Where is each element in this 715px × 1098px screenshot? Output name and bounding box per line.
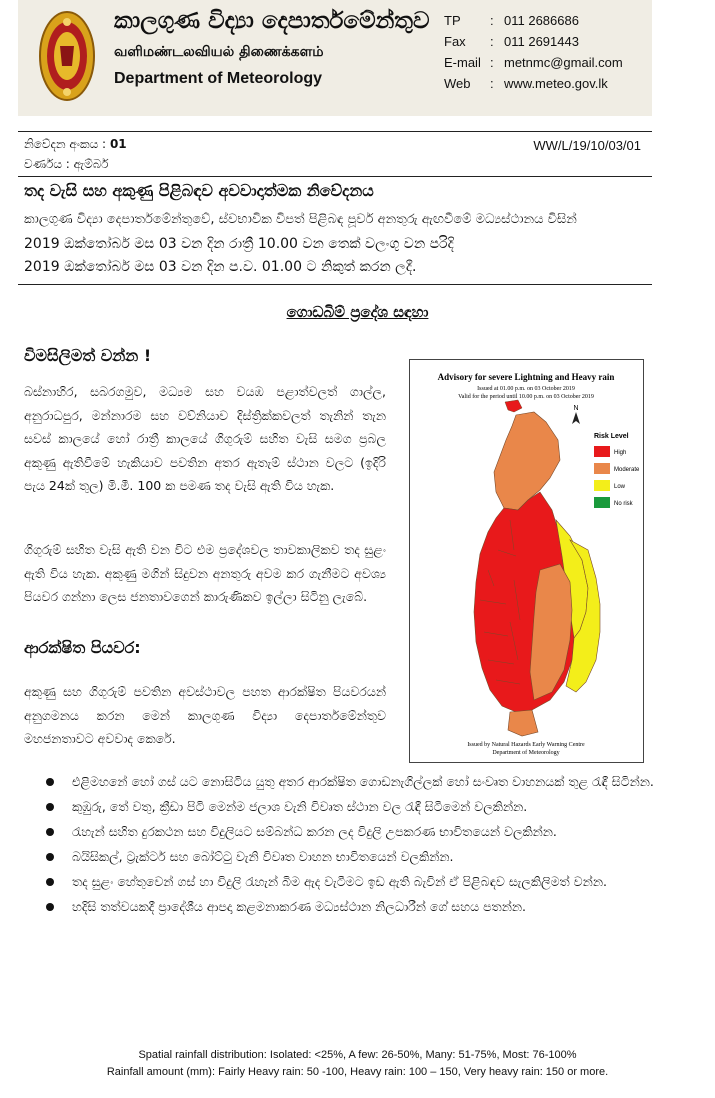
rainfall-distribution-note: Spatial rainfall distribution: Isolated: <25%, A few: 26-50%, Many: 51-75%, Most: 76-100% <box>138 1049 577 1061</box>
email-link[interactable]: metnmc@gmail.com <box>504 55 623 70</box>
legend-swatch-moderate <box>594 463 610 474</box>
sri-lanka-risk-map <box>410 360 643 762</box>
list-item-text: තද සුළං හේතුවෙන් ගස් හා විදුලි රැහැන් බිම ඇද වැටීමට ඉඩ ඇති බැවින් ඒ පිළිබඳව සැලකිලිමත් වන්න. <box>72 874 607 889</box>
contact-separator: : <box>490 34 494 49</box>
list-item <box>46 770 666 793</box>
notice-number <box>24 137 127 152</box>
contact-label: TP <box>444 13 461 28</box>
contact-row-email <box>444 52 623 73</box>
department-name-english: Department of Meteorology <box>114 70 323 87</box>
wind-paragraph: ගිගුරුම් සහිත වැසි ඇති වන විට එම ප්‍රදේශවල තාවකාලිකව තද සුළං ඇති විය හැක. අකුණු මගින් සිදුවන අනතුරු අවම කර ගැනීමට අවශ්‍ය පියවර ගන්නා ලෙස ජනතාවගෙන් කාරුණිකව ඉල්ලා සිටිනු ලැබේ. <box>24 542 386 604</box>
issuer-line: කාලගුණ විද්‍යා දෙපාර්තමේන්තුවේ, ස්වභාවික විපත් පිළිබඳ පූර්ව අනතුරු ඇඟවීමේ මධ්‍යස්ථානය විසින් <box>24 212 577 227</box>
legend-swatch-no-risk <box>594 497 610 508</box>
advisory-map <box>409 359 644 763</box>
website-link[interactable]: www.meteo.gov.lk <box>504 76 608 91</box>
section-heading: ගොඩබිම් ප්‍රදේශ සඳහා <box>286 303 429 321</box>
list-item <box>46 895 666 918</box>
list-item <box>46 820 666 843</box>
department-name-sinhala: කාලගුණ විද්‍යා දෙපාර්තමේන්තුව <box>114 8 430 34</box>
legend-swatch-low <box>594 480 610 491</box>
contact-label: Web <box>444 76 471 91</box>
title-divider <box>18 284 652 285</box>
alert-heading: විමසිලිමත් වන්න ! <box>24 346 152 365</box>
issued-line: 2019 ඔක්තෝබර් මස 03 වන දින ප.ව. 01.00 ට නිකුත් කරන ලදී. <box>24 259 417 275</box>
contact-row-tp <box>444 10 623 31</box>
meta-divider <box>18 176 652 177</box>
forecast-paragraph: බස්නාහිර, සබරගමුව, මධ්‍යම සහ වයඹ පළාත්වලත් ගාල්ල, අනුරාධපුර, මන්නාරම සහ වව්නියාව දිස්ත්‍රික්කවලත් තැනින් තැන සවස් කාලයේ හෝ රාත්‍රී කාලයේ ගිගුරුම් සහිත වැසි සමග ප්‍රබල අකුණු ඇතිවීමේ හැකියාව පවතින අතර ඇතැම් ස්ථාන වලට (ඉදිරි පැය 24ක් තුල) මි.මී. 100 ක පමණ තද වැසි ඇති විය හැක. <box>24 384 386 493</box>
legend-title: Risk Level <box>594 433 629 440</box>
svg-text:N: N <box>573 405 579 412</box>
legend-label-no-risk: No risk <box>614 501 633 507</box>
sri-lanka-emblem-icon <box>38 10 96 102</box>
contact-label: E-mail <box>444 55 481 70</box>
map-footer-department: Department of Meteorology <box>492 750 560 756</box>
island-shape <box>474 400 600 736</box>
header-divider <box>18 131 652 132</box>
contact-value: 011 2686686 <box>504 13 579 28</box>
bullet-icon <box>46 828 54 836</box>
list-item <box>46 795 666 818</box>
bullet-icon <box>46 878 54 886</box>
legend-label-high: High <box>614 450 627 456</box>
list-item-text: රැහැන් සහිත දුරකථන සහ විදුලියට සම්බන්ධ කරන ලද විදුලි උපකරණ භාවිතයෙන් වලකින්න. <box>72 824 557 839</box>
north-arrow-icon <box>572 405 580 424</box>
department-name-tamil: வளிமண்டலவியல் திணைக்களம் <box>114 44 324 60</box>
legend-label-low: Low <box>614 484 626 490</box>
bullet-icon <box>46 803 54 811</box>
list-item-text: හදිසි තත්වයකදී ප්‍රාදේශීය ආපදා කළමනාකරණ මධ්‍යස්ථාන නිලධාරීන් ගේ සහය පතන්න. <box>72 899 526 914</box>
contact-separator: : <box>490 76 494 91</box>
contact-label: Fax <box>444 34 466 49</box>
contact-separator: : <box>490 55 494 70</box>
map-valid: Valid for the period until 10.00 p.m. on 03 October 2019 <box>458 394 594 400</box>
legend-swatch-high <box>594 446 610 457</box>
letterhead <box>18 0 652 116</box>
precaution-paragraph: අකුණු සහ ගිගුරුම් පවතින අවස්ථාවල පහත ආරක්ෂිත පියවරයන් අනුගමනය කරන මෙන් කාලගුණ විද්‍යා දෙපාර්තමේන්තුව මහජනතාවට අවවාද කෙරේ. <box>24 684 386 746</box>
contact-value: 011 2691443 <box>504 34 579 49</box>
map-title: Advisory for severe Lightning and Heavy rain <box>437 372 615 382</box>
map-issued: Issued at 01.00 p.m. on 03 October 2019 <box>477 386 575 392</box>
precaution-list <box>46 770 666 920</box>
reference-number: WW/L/19/10/03/01 <box>533 138 641 153</box>
notice-title: තද වැසි සහ අකුණු පිළිබඳව අවවාදාත්මක නිවේදනය <box>24 181 374 200</box>
notice-number-value: 01 <box>109 137 127 151</box>
contact-details <box>444 10 623 94</box>
risk-legend <box>594 433 640 508</box>
list-item-text: බයිසිකල්, ට්‍රැක්ටර් සහ බෝට්ටු වැනි විවෘත වාහන භාවිතයෙන් වලකින්න. <box>72 849 454 864</box>
bullet-icon <box>46 853 54 861</box>
legend-label-moderate: Moderate <box>614 467 640 473</box>
map-footer-issuer: Issued by Natural Hazards Early Warning Centre <box>467 742 585 748</box>
alert-color: වර්ණය : ඇම්බර් <box>24 157 109 171</box>
bullet-icon <box>46 903 54 911</box>
contact-row-web <box>444 73 623 94</box>
list-item <box>46 845 666 868</box>
precaution-heading: ආරක්ෂිත පියවර: <box>24 638 141 657</box>
notice-number-label: නිවේදන අංකය : <box>24 137 107 151</box>
bullet-icon <box>46 778 54 786</box>
list-item <box>46 870 666 893</box>
list-item-text: කුඹුරු, තේ වතු, ක්‍රීඩා පිටි මෙන්ම ජලාශ වැනි විවෘත ස්ථාන වල රැඳී සිටීමෙන් වලකින්න. <box>72 799 528 814</box>
list-item-text: එළිමහනේ හෝ ගස් යට නොසිටිය යුතු අතර ආරක්ෂිත ගොඩනැගිල්ලක් හෝ සංවෘත වාහනයක් තුළ රැඳී සිටින්න. <box>72 774 654 789</box>
rainfall-amount-note: Rainfall amount (mm): Fairly Heavy rain: 50 -100, Heavy rain: 100 – 150, Very heavy rain: 150 or more. <box>106 1066 609 1078</box>
contact-separator: : <box>490 13 494 28</box>
contact-row-fax <box>444 31 623 52</box>
validity-line: 2019 ඔක්තෝබර් මස 03 වන දින රාත්‍රී 10.00 වන තෙක් වලංගු වන පරිදි <box>24 236 454 252</box>
